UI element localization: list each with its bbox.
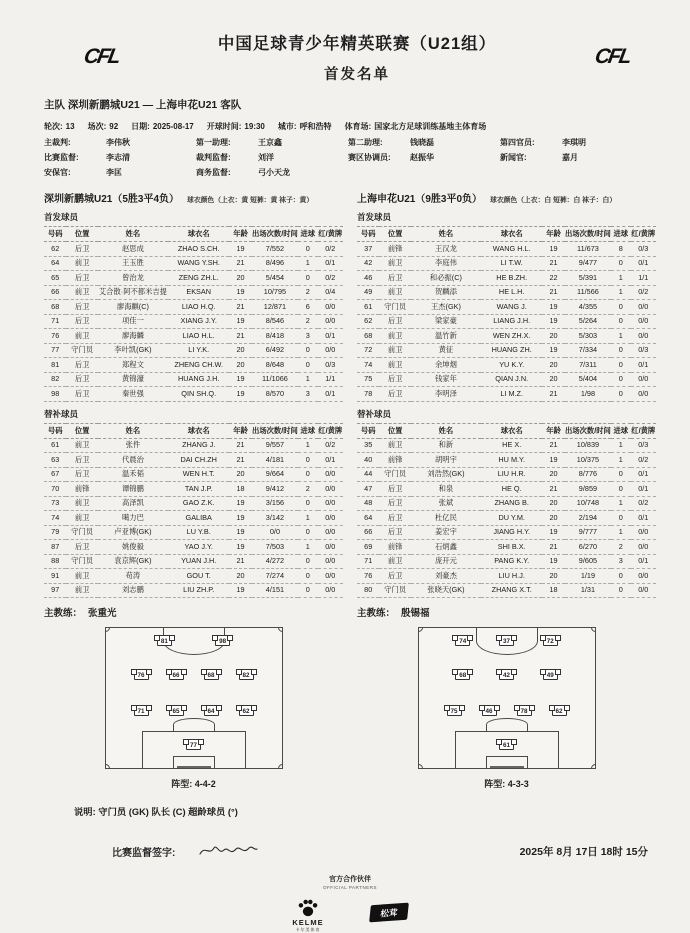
column-header: 姓名	[411, 227, 481, 242]
info-pair: 主裁判: 李伟秋	[44, 138, 130, 147]
column-header: 红/黄牌	[318, 423, 343, 438]
player-row: 77 守门员 李叶凯(GK) LI Y.K. 20 6/492 0 0/0	[44, 343, 343, 358]
player-row: 69 前锋 石炳鑫 SHI B.X. 21 6/270 2 0/0	[357, 540, 656, 555]
column-header: 红/黄牌	[318, 227, 343, 242]
player-row: 79 守门员 卢亚博(GK) LU Y.B. 19 0/0 0 0/0	[44, 525, 343, 540]
player-row: 65 后卫 曾治龙 ZENG ZH.L. 20 5/454 0 0/2	[44, 271, 343, 286]
team-columns	[44, 190, 656, 790]
player-row: 62 后卫 赵思成 ZHAO S.CH. 19 7/552 0 0/2	[44, 242, 343, 257]
player-row: 48 后卫 张斌 ZHANG B. 20 10/748 1 0/2	[357, 496, 656, 511]
player-row: 97 前卫 刘志鹏 LIU ZH.P. 19 4/151 0 0/0	[44, 583, 343, 598]
player-shirt-icon: 64	[204, 705, 219, 716]
away-formation-diagram	[357, 627, 656, 790]
player-shirt-icon: 74	[455, 635, 470, 646]
player-shirt-icon: 42	[499, 669, 514, 680]
player-row: 61 前卫 张件 ZHANG J. 21 9/557 1 0/2	[44, 438, 343, 453]
supervisor-signature	[197, 842, 259, 860]
away-coach-line: 主教练： 殷锡福	[357, 608, 430, 619]
column-header: 球衣名	[168, 423, 229, 438]
info-pair: 开球时间: 19:30	[206, 122, 265, 131]
supervisor-signature-label: 比赛监督签字:	[112, 847, 176, 859]
column-header: 出场次数/时间	[252, 227, 298, 242]
column-header: 姓名	[98, 423, 168, 438]
column-header: 红/黄牌	[631, 423, 656, 438]
player-shirt-icon: 66	[169, 669, 184, 680]
player-row: 73 前卫 高泽凯 GAO Z.K. 19 3/156 0 0/0	[44, 496, 343, 511]
goal	[490, 766, 524, 769]
player-row: 63 后卫 代晨治 DAI CH.ZH 21 4/181 0 0/1	[44, 453, 343, 468]
column-header: 姓名	[411, 423, 481, 438]
cfl-logo-left: CFL	[82, 45, 121, 68]
info-pair: 体育场: 国家北方足球训练基地主体育场	[344, 122, 487, 131]
info-pair: 安保官: 李匡	[44, 168, 122, 177]
kelme-wordmark: KELME	[292, 918, 324, 927]
table-header-row	[357, 227, 656, 242]
column-header: 出场次数/时间	[252, 423, 298, 438]
column-header: 年龄	[229, 423, 251, 438]
away-formation-label: 阵型: 4-3-3	[484, 779, 529, 789]
player-shirt-icon: 98	[215, 635, 230, 646]
home-coach-name: 张重光	[88, 608, 117, 619]
info-pair: 裁判监督: 刘洋	[196, 153, 274, 162]
player-shirt-icon: 46	[482, 705, 497, 716]
player-row: 42 前卫 李庭伟 LI T.W. 21 9/477 0 0/1	[357, 256, 656, 271]
info-pair: 轮次: 13	[44, 122, 75, 131]
officials-row-1	[44, 135, 656, 150]
home-formation-label: 阵型: 4-4-2	[171, 779, 216, 789]
home-subs-label: 替补球员	[44, 408, 79, 419]
away-starters-label: 首发球员	[357, 212, 392, 222]
player-shirt-icon: 62	[552, 705, 567, 716]
player-row: 74 前卫 噶力巴 GALIBA 19 3/142 1 0/0	[44, 511, 343, 526]
info-pair: 赛区协调员: 赵振华	[348, 153, 434, 162]
home-subs-table	[44, 423, 343, 599]
player-row: 78 后卫 李明泽 LI M.Z. 21 1/98 0 0/0	[357, 387, 656, 402]
away-starters-table	[357, 226, 656, 402]
player-shirt-icon: 65	[169, 705, 184, 716]
column-header: 年龄	[229, 227, 251, 242]
teams-line: 主队 深圳新鹏城U21 — 上海申花U21 客队	[44, 99, 242, 111]
column-header: 出场次数/时间	[565, 227, 611, 242]
partners-title-en: OFFICIAL PARTNERS	[323, 885, 377, 890]
info-pair: 城市: 呼和浩特	[277, 122, 332, 131]
player-row: 76 后卫 刘豪杰 LIU H.J. 20 1/19 0 0/0	[357, 569, 656, 584]
page-title: 中国足球青少年精英联赛（U21组）	[217, 35, 497, 53]
cfl-logo-right: CFL	[593, 45, 633, 68]
column-header: 号码	[357, 423, 379, 438]
info-pair: 日期: 2025-08-17	[131, 122, 194, 131]
player-row: 76 前卫 廖海麟 LIAO H.L. 21 8/418 3 0/1	[44, 329, 343, 344]
player-shirt-icon: 82	[239, 669, 254, 680]
player-shirt-icon: 68	[455, 669, 470, 680]
column-header: 红/黄牌	[631, 227, 656, 242]
column-header: 号码	[44, 423, 66, 438]
player-shirt-icon: 81	[157, 635, 172, 646]
player-shirt-icon: 78	[517, 705, 532, 716]
info-pair: 场次: 92	[87, 122, 119, 131]
player-row: 70 前锋 谭锦鹏 TAN J.P. 18 9/412 2 0/0	[44, 482, 343, 497]
legend-note: 说明: 守门员 (GK) 队长 (C) 超龄球员 (°)	[74, 807, 238, 817]
column-header: 进球	[611, 227, 630, 242]
player-row: 91 前卫 苟涛 GOU T. 20 7/274 0 0/0	[44, 569, 343, 584]
corner-arc	[278, 764, 283, 769]
player-row: 44 守门员 刘浩然(GK) LIU H.R. 20 8/776 0 0/1	[357, 467, 656, 482]
player-row: 74 前卫 余坤烟 YU K.Y. 20 7/311 0 0/1	[357, 358, 656, 373]
table-header-row	[44, 227, 343, 242]
player-row: 67 后卫 温禾韬 WEN H.T. 20 9/664 0 0/0	[44, 467, 343, 482]
player-shirt-icon: 68	[204, 669, 219, 680]
match-info-row	[44, 121, 656, 132]
player-row: 72 前卫 黄征 HUANG ZH. 19 7/334 0 0/3	[357, 343, 656, 358]
player-shirt-icon: 72	[543, 635, 558, 646]
info-pair: 第二助理: 钱晓磊	[348, 138, 434, 147]
player-row: 88 守门员 袁京辉(GK) YUAN J.H. 21 4/272 0 0/0	[44, 554, 343, 569]
player-row: 68 后卫 廖海麒(C) LIAO H.Q. 21 12/871 6 0/0	[44, 300, 343, 315]
column-header: 姓名	[98, 227, 168, 242]
player-row: 64 前卫 王玉胜 WANG Y.SH. 21 8/496 1 0/1	[44, 256, 343, 271]
column-header: 号码	[44, 227, 66, 242]
paw-icon	[297, 898, 319, 917]
home-starters-table	[44, 226, 343, 402]
home-team-name: 深圳新鹏城U21（5胜3平4负）	[44, 194, 180, 205]
player-row: 80 守门员 张晓天(GK) ZHANG X.T. 18 1/31 0 0/0	[357, 583, 656, 598]
partners-title-cn: 官方合作伙伴	[329, 876, 371, 883]
away-subs-table	[357, 423, 656, 599]
info-pair: 第四官员: 李琪明	[500, 138, 586, 147]
player-row: 47 后卫 和泉 HE Q. 21 9/859 0 0/1	[357, 482, 656, 497]
corner-arc	[418, 764, 423, 769]
column-header: 位置	[379, 423, 410, 438]
player-row: 81 后卫 郑程文 ZHENG CH.W. 20 8/648 0 0/3	[44, 358, 343, 373]
player-row: 98 后卫 秦世强 QIN SH.Q. 19 8/570 3 0/1	[44, 387, 343, 402]
player-row: 75 后卫 钱家年 QIAN J.N. 20 5/404 0 0/0	[357, 372, 656, 387]
player-row: 61 守门员 王杰(GK) WANG J. 19 4/355 0 0/0	[357, 300, 656, 315]
column-header: 球衣名	[481, 423, 542, 438]
column-header: 出场次数/时间	[565, 423, 611, 438]
column-header: 进球	[611, 423, 630, 438]
home-kit-colors: 球衣颜色（上衣：黄 短裤：黄 袜子：黄）	[187, 197, 314, 204]
corner-arc	[418, 627, 423, 632]
player-shirt-icon: 77	[186, 739, 201, 750]
officials-block	[44, 135, 656, 180]
player-shirt-icon: 61	[499, 739, 514, 750]
column-header: 球衣名	[481, 227, 542, 242]
penalty-arc	[173, 718, 215, 731]
partners-footer	[44, 874, 656, 933]
penalty-arc	[486, 718, 528, 731]
player-row: 71 后卫 项佳一 XIANG J.Y. 19 8/546 2 0/0	[44, 314, 343, 329]
officials-row-3	[44, 165, 656, 180]
away-kit-colors: 球衣颜色（上衣：白 短裤：白 袜子：白）	[490, 197, 617, 204]
player-shirt-icon: 75	[447, 705, 462, 716]
kelme-logo	[292, 898, 323, 933]
signature-row	[112, 842, 648, 860]
player-row: 66 后卫 姜宏宇 JIANG H.Y. 19 9/777 1 0/0	[357, 525, 656, 540]
title-block	[119, 30, 595, 84]
player-shirt-icon: 76	[134, 669, 149, 680]
kelme-subtext: 卡尔美体育	[295, 927, 321, 932]
away-team-column	[357, 190, 656, 790]
away-subs-label: 替补球员	[357, 408, 392, 419]
away-coach-name: 殷锡福	[401, 608, 430, 619]
home-team-column	[44, 190, 343, 790]
player-row: 66 前卫 艾合散·阿不都米吉提 EKSAN 19 10/795 2 0/4	[44, 285, 343, 300]
player-row: 37 前锋 王汉龙 WANG H.L. 19 11/673 8 0/3	[357, 242, 656, 257]
home-starters-label: 首发球员	[44, 212, 79, 222]
info-pair: 商务监督: 弓小天龙	[196, 168, 290, 177]
column-header: 球衣名	[168, 227, 229, 242]
info-pair: 新闻官: 嘉月	[500, 153, 578, 162]
column-header: 位置	[66, 227, 97, 242]
corner-arc	[591, 627, 596, 632]
officials-row-2	[44, 150, 656, 165]
player-row: 49 前卫 贺麟添 HE L.H. 21 11/566 1 0/2	[357, 285, 656, 300]
home-formation-diagram	[44, 627, 343, 790]
document-header	[44, 24, 656, 84]
player-row: 82 后卫 黄锦濠 HUANG J.H. 19 11/1066 1 1/1	[44, 372, 343, 387]
column-header: 进球	[298, 227, 317, 242]
info-pair: 比赛监督: 李志清	[44, 153, 130, 162]
player-shirt-icon: 62	[239, 705, 254, 716]
page-subtitle: 首发名单	[324, 67, 390, 83]
player-row: 35 前卫 和新 HE X. 21 10/839 1 0/3	[357, 438, 656, 453]
corner-arc	[105, 764, 110, 769]
away-team-name: 上海申花U21（9胜3平0负）	[357, 194, 483, 205]
corner-arc	[591, 764, 596, 769]
corner-arc	[105, 627, 110, 632]
player-row: 87 后卫 姚俊毅 YAO J.Y. 19 7/503 1 0/0	[44, 540, 343, 555]
home-coach-line: 主教练： 张重光	[44, 608, 117, 619]
column-header: 位置	[379, 227, 410, 242]
player-row: 68 前卫 温竹新 WEN ZH.X. 20 5/303 1 0/0	[357, 329, 656, 344]
info-pair: 第一助理: 王京鑫	[196, 138, 282, 147]
player-shirt-icon: 49	[543, 669, 558, 680]
player-row: 46 后卫 和必振(C) HE B.ZH. 22 5/391 1 1/1	[357, 271, 656, 286]
table-header-row	[357, 423, 656, 438]
column-header: 年龄	[542, 227, 564, 242]
column-header: 号码	[357, 227, 379, 242]
player-row: 40 前锋 胡明宇 HU M.Y. 19 10/375 1 0/2	[357, 453, 656, 468]
player-row: 64 后卫 杜亿民 DU Y.M. 20 2/194 0 0/1	[357, 511, 656, 526]
flag-logo: 松茸	[369, 903, 409, 923]
player-row: 62 后卫 梁家豪 LIANG J.H. 19 5/264 0 0/0	[357, 314, 656, 329]
column-header: 年龄	[542, 423, 564, 438]
table-header-row	[44, 423, 343, 438]
player-shirt-icon: 37	[499, 635, 514, 646]
corner-arc	[278, 627, 283, 632]
signed-datetime: 2025年 8月 17日 18时 15分	[519, 845, 648, 858]
player-shirt-icon: 71	[134, 705, 149, 716]
column-header: 位置	[66, 423, 97, 438]
goal	[177, 766, 211, 769]
column-header: 进球	[298, 423, 317, 438]
player-row: 71 前卫 庞开元 PANG K.Y. 19 9/605 3 0/1	[357, 554, 656, 569]
